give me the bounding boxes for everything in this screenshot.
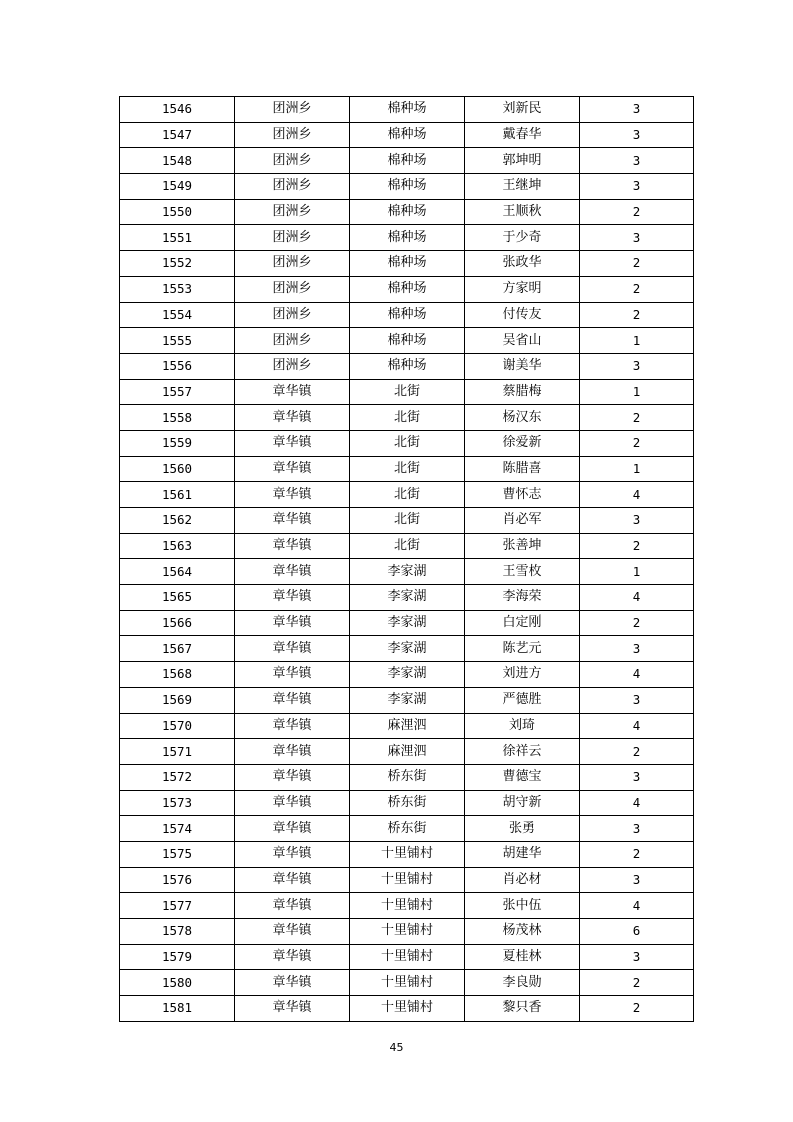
table-row: [120, 405, 694, 431]
township-cell: 团洲乡: [235, 148, 350, 174]
table-row: [120, 276, 694, 302]
township-cell: 章华镇: [235, 636, 350, 662]
village-cell: 桥东街: [350, 790, 465, 816]
count-cell: 2: [580, 199, 694, 225]
name-cell: 于少奇: [465, 225, 580, 251]
serial-cell: 1579: [120, 944, 235, 970]
table-row: [120, 430, 694, 456]
village-cell: 棉种场: [350, 276, 465, 302]
count-cell: 3: [580, 97, 694, 123]
village-cell: 北街: [350, 456, 465, 482]
township-cell: 章华镇: [235, 739, 350, 765]
township-cell: 章华镇: [235, 713, 350, 739]
name-cell: 张善坤: [465, 533, 580, 559]
count-cell: 3: [580, 816, 694, 842]
village-cell: 棉种场: [350, 353, 465, 379]
village-cell: 十里铺村: [350, 893, 465, 919]
township-cell: 章华镇: [235, 919, 350, 945]
name-cell: 张政华: [465, 251, 580, 277]
serial-cell: 1570: [120, 713, 235, 739]
name-cell: 王继坤: [465, 174, 580, 200]
serial-cell: 1575: [120, 841, 235, 867]
township-cell: 章华镇: [235, 687, 350, 713]
village-cell: 北街: [350, 430, 465, 456]
name-cell: 付传友: [465, 302, 580, 328]
village-cell: 桥东街: [350, 816, 465, 842]
count-cell: 3: [580, 944, 694, 970]
count-cell: 4: [580, 662, 694, 688]
table-row: [120, 944, 694, 970]
name-cell: 胡守新: [465, 790, 580, 816]
count-cell: 2: [580, 533, 694, 559]
township-cell: 章华镇: [235, 816, 350, 842]
name-cell: 徐爱新: [465, 430, 580, 456]
name-cell: 方家明: [465, 276, 580, 302]
table-row: [120, 559, 694, 585]
village-cell: 李家湖: [350, 662, 465, 688]
village-cell: 北街: [350, 379, 465, 405]
count-cell: 3: [580, 508, 694, 534]
name-cell: 张中伍: [465, 893, 580, 919]
table-row: [120, 97, 694, 123]
serial-cell: 1558: [120, 405, 235, 431]
name-cell: 刘进方: [465, 662, 580, 688]
township-cell: 章华镇: [235, 533, 350, 559]
village-cell: 李家湖: [350, 585, 465, 611]
serial-cell: 1557: [120, 379, 235, 405]
table-row: [120, 687, 694, 713]
name-cell: 严德胜: [465, 687, 580, 713]
serial-cell: 1566: [120, 610, 235, 636]
count-cell: 4: [580, 713, 694, 739]
table-row: [120, 353, 694, 379]
name-cell: 夏桂林: [465, 944, 580, 970]
village-cell: 棉种场: [350, 199, 465, 225]
table-row: [120, 148, 694, 174]
count-cell: 3: [580, 225, 694, 251]
table-row: [120, 636, 694, 662]
count-cell: 2: [580, 405, 694, 431]
serial-cell: 1573: [120, 790, 235, 816]
serial-cell: 1547: [120, 122, 235, 148]
serial-cell: 1563: [120, 533, 235, 559]
count-cell: 1: [580, 456, 694, 482]
serial-cell: 1561: [120, 482, 235, 508]
village-cell: 棉种场: [350, 225, 465, 251]
count-cell: 2: [580, 302, 694, 328]
name-cell: 黎只香: [465, 996, 580, 1022]
township-cell: 章华镇: [235, 893, 350, 919]
name-cell: 李海荣: [465, 585, 580, 611]
table-row: [120, 816, 694, 842]
township-cell: 团洲乡: [235, 251, 350, 277]
name-cell: 陈艺元: [465, 636, 580, 662]
count-cell: 2: [580, 739, 694, 765]
serial-cell: 1546: [120, 97, 235, 123]
table-row: [120, 841, 694, 867]
serial-cell: 1578: [120, 919, 235, 945]
township-cell: 章华镇: [235, 944, 350, 970]
serial-cell: 1565: [120, 585, 235, 611]
village-cell: 棉种场: [350, 328, 465, 354]
township-cell: 章华镇: [235, 996, 350, 1022]
count-cell: 3: [580, 122, 694, 148]
table-row: [120, 585, 694, 611]
township-cell: 章华镇: [235, 867, 350, 893]
name-cell: 曹德宝: [465, 764, 580, 790]
village-cell: 麻浬泗: [350, 739, 465, 765]
serial-cell: 1551: [120, 225, 235, 251]
table-row: [120, 225, 694, 251]
table-row: [120, 533, 694, 559]
records-table-body: [120, 97, 694, 1022]
name-cell: 李良勋: [465, 970, 580, 996]
name-cell: 胡建华: [465, 841, 580, 867]
village-cell: 棉种场: [350, 251, 465, 277]
serial-cell: 1559: [120, 430, 235, 456]
village-cell: 北街: [350, 405, 465, 431]
name-cell: 徐祥云: [465, 739, 580, 765]
table-row: [120, 790, 694, 816]
count-cell: 3: [580, 636, 694, 662]
serial-cell: 1567: [120, 636, 235, 662]
village-cell: 李家湖: [350, 559, 465, 585]
count-cell: 1: [580, 379, 694, 405]
count-cell: 2: [580, 251, 694, 277]
serial-cell: 1574: [120, 816, 235, 842]
serial-cell: 1572: [120, 764, 235, 790]
village-cell: 桥东街: [350, 764, 465, 790]
township-cell: 团洲乡: [235, 199, 350, 225]
township-cell: 章华镇: [235, 610, 350, 636]
table-row: [120, 893, 694, 919]
table-row: [120, 919, 694, 945]
village-cell: 十里铺村: [350, 867, 465, 893]
township-cell: 团洲乡: [235, 122, 350, 148]
name-cell: 郭坤明: [465, 148, 580, 174]
village-cell: 十里铺村: [350, 996, 465, 1022]
table-row: [120, 302, 694, 328]
village-cell: 棉种场: [350, 302, 465, 328]
table-row: [120, 970, 694, 996]
count-cell: 3: [580, 148, 694, 174]
table-row: [120, 456, 694, 482]
township-cell: 章华镇: [235, 430, 350, 456]
serial-cell: 1562: [120, 508, 235, 534]
village-cell: 棉种场: [350, 174, 465, 200]
count-cell: 3: [580, 174, 694, 200]
township-cell: 章华镇: [235, 559, 350, 585]
village-cell: 棉种场: [350, 148, 465, 174]
village-cell: 十里铺村: [350, 919, 465, 945]
township-cell: 章华镇: [235, 790, 350, 816]
name-cell: 王雪枚: [465, 559, 580, 585]
serial-cell: 1552: [120, 251, 235, 277]
serial-cell: 1550: [120, 199, 235, 225]
count-cell: 2: [580, 996, 694, 1022]
count-cell: 2: [580, 276, 694, 302]
township-cell: 团洲乡: [235, 353, 350, 379]
name-cell: 戴春华: [465, 122, 580, 148]
table-row: [120, 174, 694, 200]
count-cell: 4: [580, 893, 694, 919]
serial-cell: 1580: [120, 970, 235, 996]
table-row: [120, 199, 694, 225]
table-row: [120, 482, 694, 508]
serial-cell: 1549: [120, 174, 235, 200]
township-cell: 章华镇: [235, 508, 350, 534]
name-cell: 刘新民: [465, 97, 580, 123]
village-cell: 李家湖: [350, 687, 465, 713]
table-row: [120, 713, 694, 739]
count-cell: 6: [580, 919, 694, 945]
name-cell: 王顺秋: [465, 199, 580, 225]
count-cell: 2: [580, 430, 694, 456]
name-cell: 蔡腊梅: [465, 379, 580, 405]
serial-cell: 1554: [120, 302, 235, 328]
village-cell: 十里铺村: [350, 944, 465, 970]
village-cell: 十里铺村: [350, 970, 465, 996]
table-row: [120, 996, 694, 1022]
name-cell: 张勇: [465, 816, 580, 842]
village-cell: 北街: [350, 533, 465, 559]
township-cell: 团洲乡: [235, 225, 350, 251]
township-cell: 章华镇: [235, 405, 350, 431]
township-cell: 章华镇: [235, 764, 350, 790]
name-cell: 谢美华: [465, 353, 580, 379]
township-cell: 团洲乡: [235, 97, 350, 123]
township-cell: 章华镇: [235, 379, 350, 405]
serial-cell: 1564: [120, 559, 235, 585]
count-cell: 4: [580, 482, 694, 508]
table-row: [120, 662, 694, 688]
count-cell: 1: [580, 559, 694, 585]
table-row: [120, 379, 694, 405]
records-table: [119, 96, 694, 1022]
count-cell: 2: [580, 970, 694, 996]
serial-cell: 1569: [120, 687, 235, 713]
serial-cell: 1571: [120, 739, 235, 765]
serial-cell: 1555: [120, 328, 235, 354]
name-cell: 杨汉东: [465, 405, 580, 431]
table-row: [120, 739, 694, 765]
serial-cell: 1568: [120, 662, 235, 688]
table-row: [120, 610, 694, 636]
serial-cell: 1560: [120, 456, 235, 482]
serial-cell: 1553: [120, 276, 235, 302]
village-cell: 北街: [350, 508, 465, 534]
table-row: [120, 764, 694, 790]
count-cell: 2: [580, 610, 694, 636]
name-cell: 刘琦: [465, 713, 580, 739]
township-cell: 章华镇: [235, 970, 350, 996]
count-cell: 4: [580, 790, 694, 816]
name-cell: 肖必军: [465, 508, 580, 534]
name-cell: 曹怀志: [465, 482, 580, 508]
village-cell: 棉种场: [350, 122, 465, 148]
count-cell: 3: [580, 764, 694, 790]
count-cell: 4: [580, 585, 694, 611]
count-cell: 3: [580, 687, 694, 713]
township-cell: 团洲乡: [235, 276, 350, 302]
table-row: [120, 867, 694, 893]
village-cell: 麻浬泗: [350, 713, 465, 739]
township-cell: 章华镇: [235, 841, 350, 867]
village-cell: 十里铺村: [350, 841, 465, 867]
village-cell: 北街: [350, 482, 465, 508]
serial-cell: 1577: [120, 893, 235, 919]
township-cell: 章华镇: [235, 456, 350, 482]
township-cell: 章华镇: [235, 662, 350, 688]
township-cell: 团洲乡: [235, 328, 350, 354]
name-cell: 陈腊喜: [465, 456, 580, 482]
township-cell: 团洲乡: [235, 174, 350, 200]
village-cell: 李家湖: [350, 636, 465, 662]
table-row: [120, 251, 694, 277]
count-cell: 2: [580, 841, 694, 867]
count-cell: 1: [580, 328, 694, 354]
township-cell: 团洲乡: [235, 302, 350, 328]
serial-cell: 1581: [120, 996, 235, 1022]
serial-cell: 1576: [120, 867, 235, 893]
name-cell: 白定刚: [465, 610, 580, 636]
count-cell: 3: [580, 867, 694, 893]
name-cell: 吴省山: [465, 328, 580, 354]
page-number: 45: [389, 1041, 404, 1054]
table-row: [120, 328, 694, 354]
name-cell: 杨茂林: [465, 919, 580, 945]
name-cell: 肖必材: [465, 867, 580, 893]
village-cell: 棉种场: [350, 97, 465, 123]
table-row: [120, 122, 694, 148]
township-cell: 章华镇: [235, 482, 350, 508]
township-cell: 章华镇: [235, 585, 350, 611]
count-cell: 3: [580, 353, 694, 379]
village-cell: 李家湖: [350, 610, 465, 636]
serial-cell: 1556: [120, 353, 235, 379]
serial-cell: 1548: [120, 148, 235, 174]
table-row: [120, 508, 694, 534]
